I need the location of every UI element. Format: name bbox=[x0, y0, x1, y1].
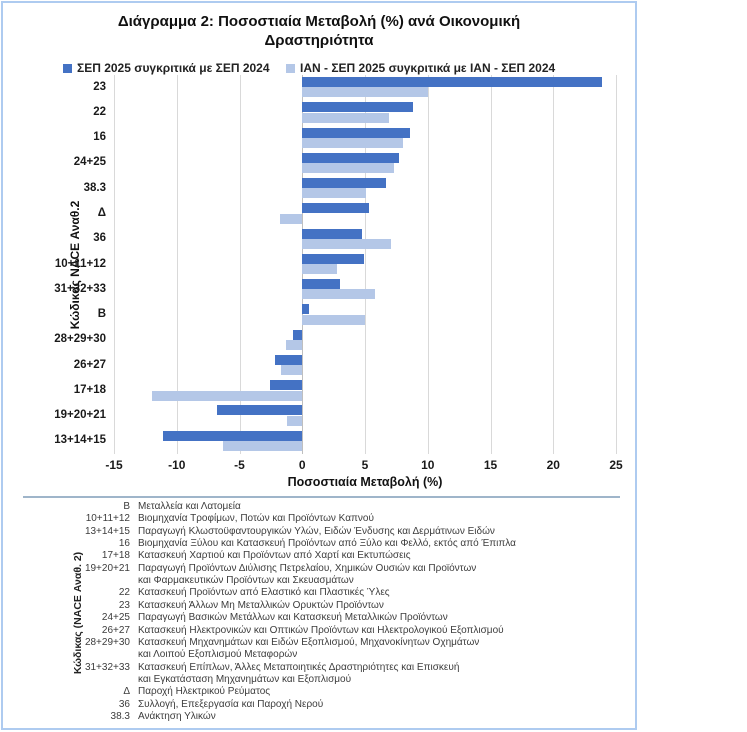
category-label-22: 22 bbox=[93, 105, 106, 118]
x-tick-label: 0 bbox=[298, 458, 306, 472]
x-axis-title: Ποσοστιαία Μεταβολή (%) bbox=[287, 475, 443, 489]
legend-label-sep2025: ΣΕΠ 2025 συγκριτικά με ΣΕΠ 2024 bbox=[77, 61, 270, 75]
bar-light-13+14+15 bbox=[223, 441, 302, 451]
x-tick-label: 15 bbox=[483, 458, 498, 472]
table-row-code: 28+29+30 bbox=[84, 636, 130, 648]
x-tick-label: 10 bbox=[421, 458, 435, 472]
bar-light-19+20+21 bbox=[287, 416, 302, 426]
gridline bbox=[428, 75, 429, 454]
chart-title-line1: Διάγραμμα 2: Ποσοστιαία Μεταβολή (%) ανά Οικονομική bbox=[117, 13, 521, 30]
table-row-code: 17+18 bbox=[101, 550, 130, 562]
table-row-code: 38.3 bbox=[110, 710, 130, 722]
category-label-36: 36 bbox=[93, 232, 106, 245]
bar-light-10+11+12 bbox=[302, 264, 337, 274]
table-row-desc: Κατασκευή Επίπλων, Άλλες Μεταποιητικές Δραστηριότητες και Επισκευή bbox=[138, 661, 460, 673]
plot-area bbox=[114, 75, 616, 454]
bar-light-Δ bbox=[280, 214, 303, 224]
table-row-desc: Συλλογή, Επεξεργασία και Παροχή Νερού bbox=[138, 698, 324, 710]
bar-light-22 bbox=[302, 113, 389, 123]
table-row-desc: Ανάκτηση Υλικών bbox=[138, 710, 216, 722]
x-tick-label: -10 bbox=[168, 458, 186, 472]
legend-swatch-light-blue bbox=[286, 64, 295, 73]
bar-dark-16 bbox=[302, 128, 410, 138]
legend-item-ian-sep2025 bbox=[286, 60, 555, 76]
table-row-code: 13+14+15 bbox=[84, 525, 130, 537]
table-row-code: 23 bbox=[118, 599, 130, 611]
bar-light-17+18 bbox=[152, 391, 303, 401]
table-side-label: Κώδικας (NACE Αναθ. 2) bbox=[72, 551, 85, 675]
table-row-desc: Κατασκευή Χαρτιού και Προϊόντων από Χαρτί και Εκτυπώσεις bbox=[138, 550, 411, 562]
bar-light-38.3 bbox=[302, 188, 366, 198]
table-row-desc: Κατασκευή Ηλεκτρονικών και Οπτικών Προϊόντων και Ηλεκτρολογικού Εξοπλισμού bbox=[138, 624, 504, 636]
table-row-code: 10+11+12 bbox=[85, 513, 130, 525]
table-row-code: 24+25 bbox=[101, 612, 130, 624]
bar-light-24+25 bbox=[302, 163, 394, 173]
bar-light-23 bbox=[302, 87, 428, 97]
table-row-desc-line2: και Λοιπού Εξοπλισμού Μεταφορών bbox=[138, 649, 298, 661]
table-row-code: 36 bbox=[118, 698, 130, 710]
bar-light-16 bbox=[302, 138, 402, 148]
bar-light-B bbox=[302, 315, 365, 325]
category-label-16: 16 bbox=[93, 131, 106, 144]
category-label-28+29+30: 28+29+30 bbox=[54, 333, 106, 346]
table-row-code: Δ bbox=[123, 686, 130, 698]
category-label-Δ: Δ bbox=[97, 206, 106, 219]
bar-dark-23 bbox=[302, 77, 602, 87]
x-tick-label: 20 bbox=[546, 458, 560, 472]
category-label-17+18: 17+18 bbox=[73, 383, 106, 396]
x-tick-label: -5 bbox=[234, 458, 245, 472]
table-row-desc: Παραγωγή Βασικών Μετάλλων και Κατασκευή Μεταλλικών Προϊόντων bbox=[138, 612, 448, 624]
table-row-code: 31+32+33 bbox=[84, 661, 130, 673]
table-row-desc: Παροχή Ηλεκτρικού Ρεύματος bbox=[138, 686, 271, 698]
legend-label-ian-sep2025: ΙΑΝ - ΣΕΠ 2025 συγκριτικά με ΙΑΝ - ΣΕΠ 2024 bbox=[300, 61, 556, 75]
chart-figure bbox=[1, 1, 637, 730]
gridline bbox=[553, 75, 554, 454]
table-row-desc: Κατασκευή Άλλων Μη Μεταλλικών Ορυκτών Προϊόντων bbox=[138, 599, 384, 611]
category-label-38.3: 38.3 bbox=[83, 181, 106, 194]
table-row-desc-line2: και Εγκατάσταση Μηχανημάτων και Εξοπλισμού bbox=[138, 673, 352, 685]
y-axis-title: Κώδικας NACE Αναθ.2 bbox=[68, 200, 83, 330]
bar-dark-24+25 bbox=[302, 153, 399, 163]
category-label-26+27: 26+27 bbox=[73, 358, 106, 371]
bar-dark-31+32+33 bbox=[302, 279, 340, 289]
gridline bbox=[616, 75, 617, 454]
bar-dark-Δ bbox=[302, 203, 369, 213]
bar-dark-36 bbox=[302, 229, 362, 239]
category-label-19+20+21: 19+20+21 bbox=[54, 409, 106, 422]
table-row-desc: Παραγωγή Προϊόντων Διύλισης Πετρελαίου, Χημικών Ουσιών και Προϊόντων bbox=[138, 562, 477, 574]
bar-light-36 bbox=[302, 239, 391, 249]
category-label-31+32+33: 31+32+33 bbox=[54, 282, 106, 295]
table-row-desc: Κατασκευή Προϊόντων από Ελαστικό και Πλαστικές Ύλες bbox=[138, 587, 390, 599]
category-label-10+11+12: 10+11+12 bbox=[54, 257, 106, 270]
table-row-desc-line2: και Φαρμακευτικών Προϊόντων και Σκευασμάτων bbox=[138, 575, 354, 587]
bar-dark-19+20+21 bbox=[217, 405, 302, 415]
legend-swatch-dark-blue bbox=[63, 64, 72, 73]
bar-dark-10+11+12 bbox=[302, 254, 363, 264]
bar-light-28+29+30 bbox=[286, 340, 302, 350]
category-label-24+25: 24+25 bbox=[73, 156, 106, 169]
category-label-23: 23 bbox=[93, 80, 106, 93]
chart-title bbox=[3, 12, 635, 50]
bar-dark-28+29+30 bbox=[293, 330, 302, 340]
bar-dark-22 bbox=[302, 102, 412, 112]
bar-dark-B bbox=[302, 304, 308, 314]
table-row-code: 26+27 bbox=[101, 624, 130, 636]
table-row-desc: Μεταλλεία και Λατομεία bbox=[138, 501, 241, 512]
table-row-code: 16 bbox=[118, 538, 130, 550]
table-row-desc: Βιομηχανία Ξύλου και Κατασκευή Προϊόντων από Ξύλο και Φελλό, εκτός από Έπιπλα bbox=[138, 538, 516, 550]
table-row-code: B bbox=[123, 501, 130, 512]
gridline bbox=[491, 75, 492, 454]
table-row-code: 22 bbox=[118, 587, 130, 599]
x-tick-label: -15 bbox=[105, 458, 123, 472]
gridline bbox=[114, 75, 115, 454]
chart-table-divider bbox=[23, 496, 620, 498]
category-label-B: B bbox=[97, 308, 106, 321]
table-row-code: 19+20+21 bbox=[84, 562, 130, 574]
bar-dark-38.3 bbox=[302, 178, 386, 188]
table-row-desc: Παραγωγή Κλωστοϋφαντουργικών Υλών, Ειδών Ένδυσης και Δερμάτινων Ειδών bbox=[138, 525, 495, 537]
bar-dark-26+27 bbox=[275, 355, 303, 365]
bar-dark-17+18 bbox=[270, 380, 303, 390]
bar-light-31+32+33 bbox=[302, 289, 375, 299]
bar-dark-13+14+15 bbox=[163, 431, 302, 441]
category-label-13+14+15: 13+14+15 bbox=[54, 434, 106, 447]
bar-light-26+27 bbox=[281, 365, 302, 375]
x-tick-label: 25 bbox=[609, 458, 623, 472]
table-row-desc: Κατασκευή Μηχανημάτων και Ειδών Εξοπλισμού, Μηχανοκίνητων Οχημάτων bbox=[138, 636, 480, 648]
chart-title-line2: Δραστηριότητα bbox=[264, 32, 374, 49]
x-tick-label: 5 bbox=[361, 458, 369, 472]
legend-item-sep2025 bbox=[63, 60, 270, 76]
table-row-desc: Βιομηχανία Τροφίμων, Ποτών και Προϊόντων Καπνού bbox=[138, 513, 374, 525]
